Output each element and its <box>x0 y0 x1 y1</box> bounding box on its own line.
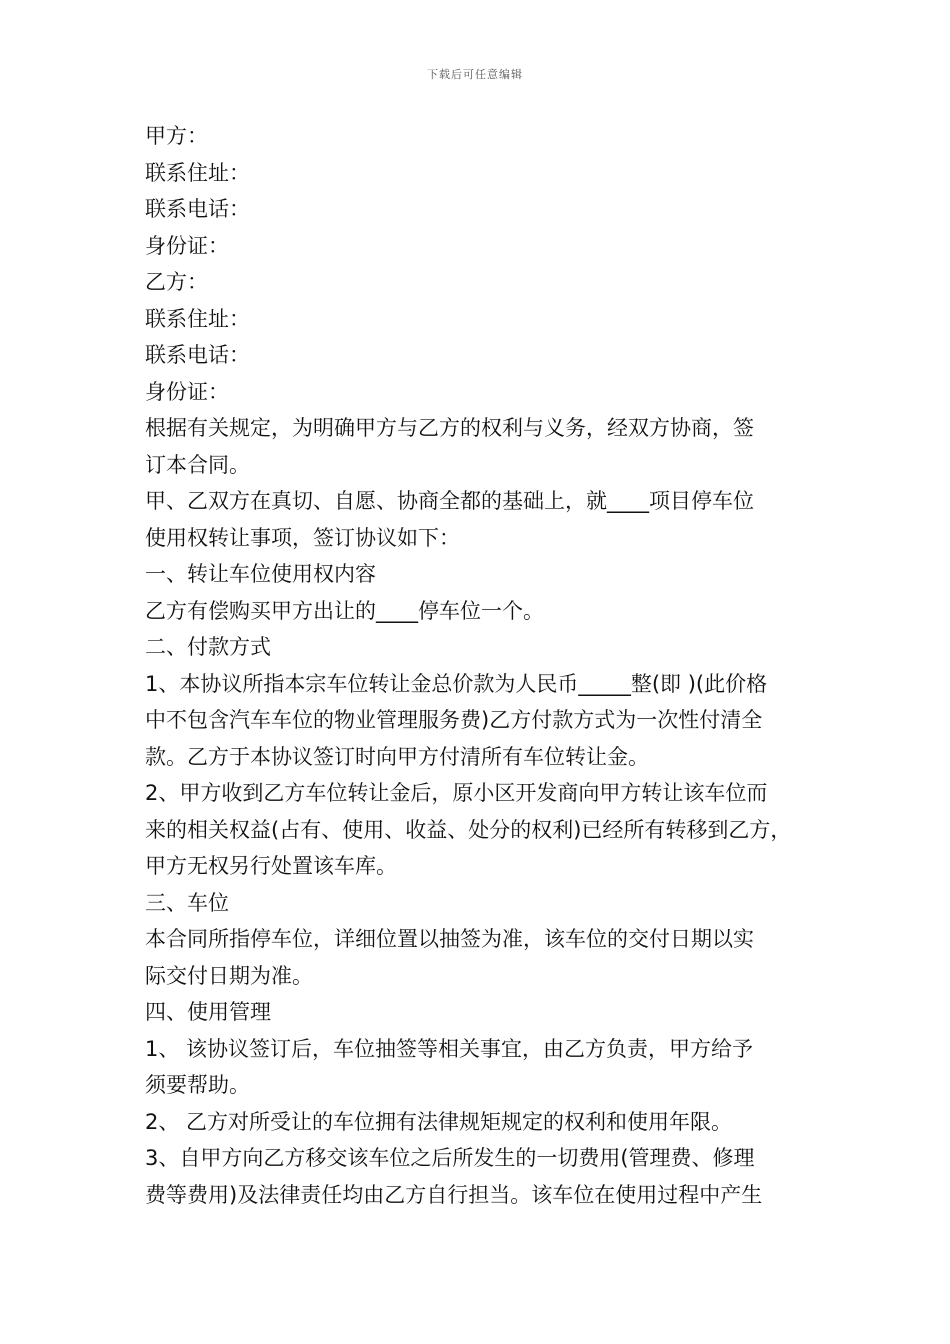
text-line: 2、甲方收到乙方车位转让金后，原小区开发商向甲方转让该车位而 <box>145 781 768 805</box>
text-line: 乙方： <box>145 270 208 294</box>
text-line: 中不包含汽车车位的物业管理服务费)乙方付款方式为一次性付清全 <box>145 708 763 732</box>
section-heading: 四、使用管理 <box>145 1000 271 1024</box>
text-line: 2、 乙方对所受让的车位拥有法律规矩规定的权利和使用年限。 <box>145 1109 733 1134</box>
text-line: 联系电话： <box>145 343 250 367</box>
text-line: 联系住址： <box>145 160 250 185</box>
section-heading: 一、转让车位使用权内容 <box>145 562 376 586</box>
text-line: 联系电话： <box>145 197 250 221</box>
text-line: 甲方： <box>145 124 208 148</box>
text-line: 根据有关规定，为明确甲方与乙方的权利与义务，经双方协商，签 <box>145 416 754 440</box>
text-line: 须要帮助。 <box>145 1073 250 1097</box>
text-line: 甲、乙双方在真切、自愿、协商全都的基础上，就____项目停车位 <box>145 489 754 513</box>
text-line: 订本合同。 <box>145 452 250 477</box>
text-line: 款。乙方于本协议签订时向甲方付清所有车位转让金。 <box>145 744 649 769</box>
contract-body <box>145 118 813 1213</box>
section-heading: 二、付款方式 <box>145 635 271 659</box>
text-line: 乙方有偿购买甲方出让的____停车位一个。 <box>145 598 544 623</box>
text-line: 来的相关权益(占有、使用、收益、处分的权利)已经所有转移到乙方， <box>145 817 792 842</box>
section-heading: 三、车位 <box>145 890 229 915</box>
text-line: 联系住址： <box>145 306 250 331</box>
text-line: 身份证： <box>145 379 229 404</box>
text-line: 费等费用)及法律责任均由乙方自行担当。该车位在使用过程中产生 <box>145 1182 763 1207</box>
text-line: 3、自甲方向乙方移交该车位之后所发生的一切费用(管理费、修理 <box>145 1146 755 1170</box>
text-line: 甲方无权另行处置该车库。 <box>145 854 397 878</box>
page-header: 下载后可任意编辑 <box>427 68 523 81</box>
text-line: 1、 该协议签订后，车位抽签等相关事宜，由乙方负责，甲方给予 <box>145 1036 754 1061</box>
text-line: 1、本协议所指本宗车位转让金总价款为人民币_____整(即 )(此价格 <box>145 671 768 696</box>
text-line: 身份证： <box>145 233 229 258</box>
text-line: 使用权转让事项，签订协议如下： <box>145 525 460 550</box>
text-line: 本合同所指停车位，详细位置以抽签为准，该车位的交付日期以实 <box>145 927 754 951</box>
text-line: 际交付日期为准。 <box>145 963 313 988</box>
